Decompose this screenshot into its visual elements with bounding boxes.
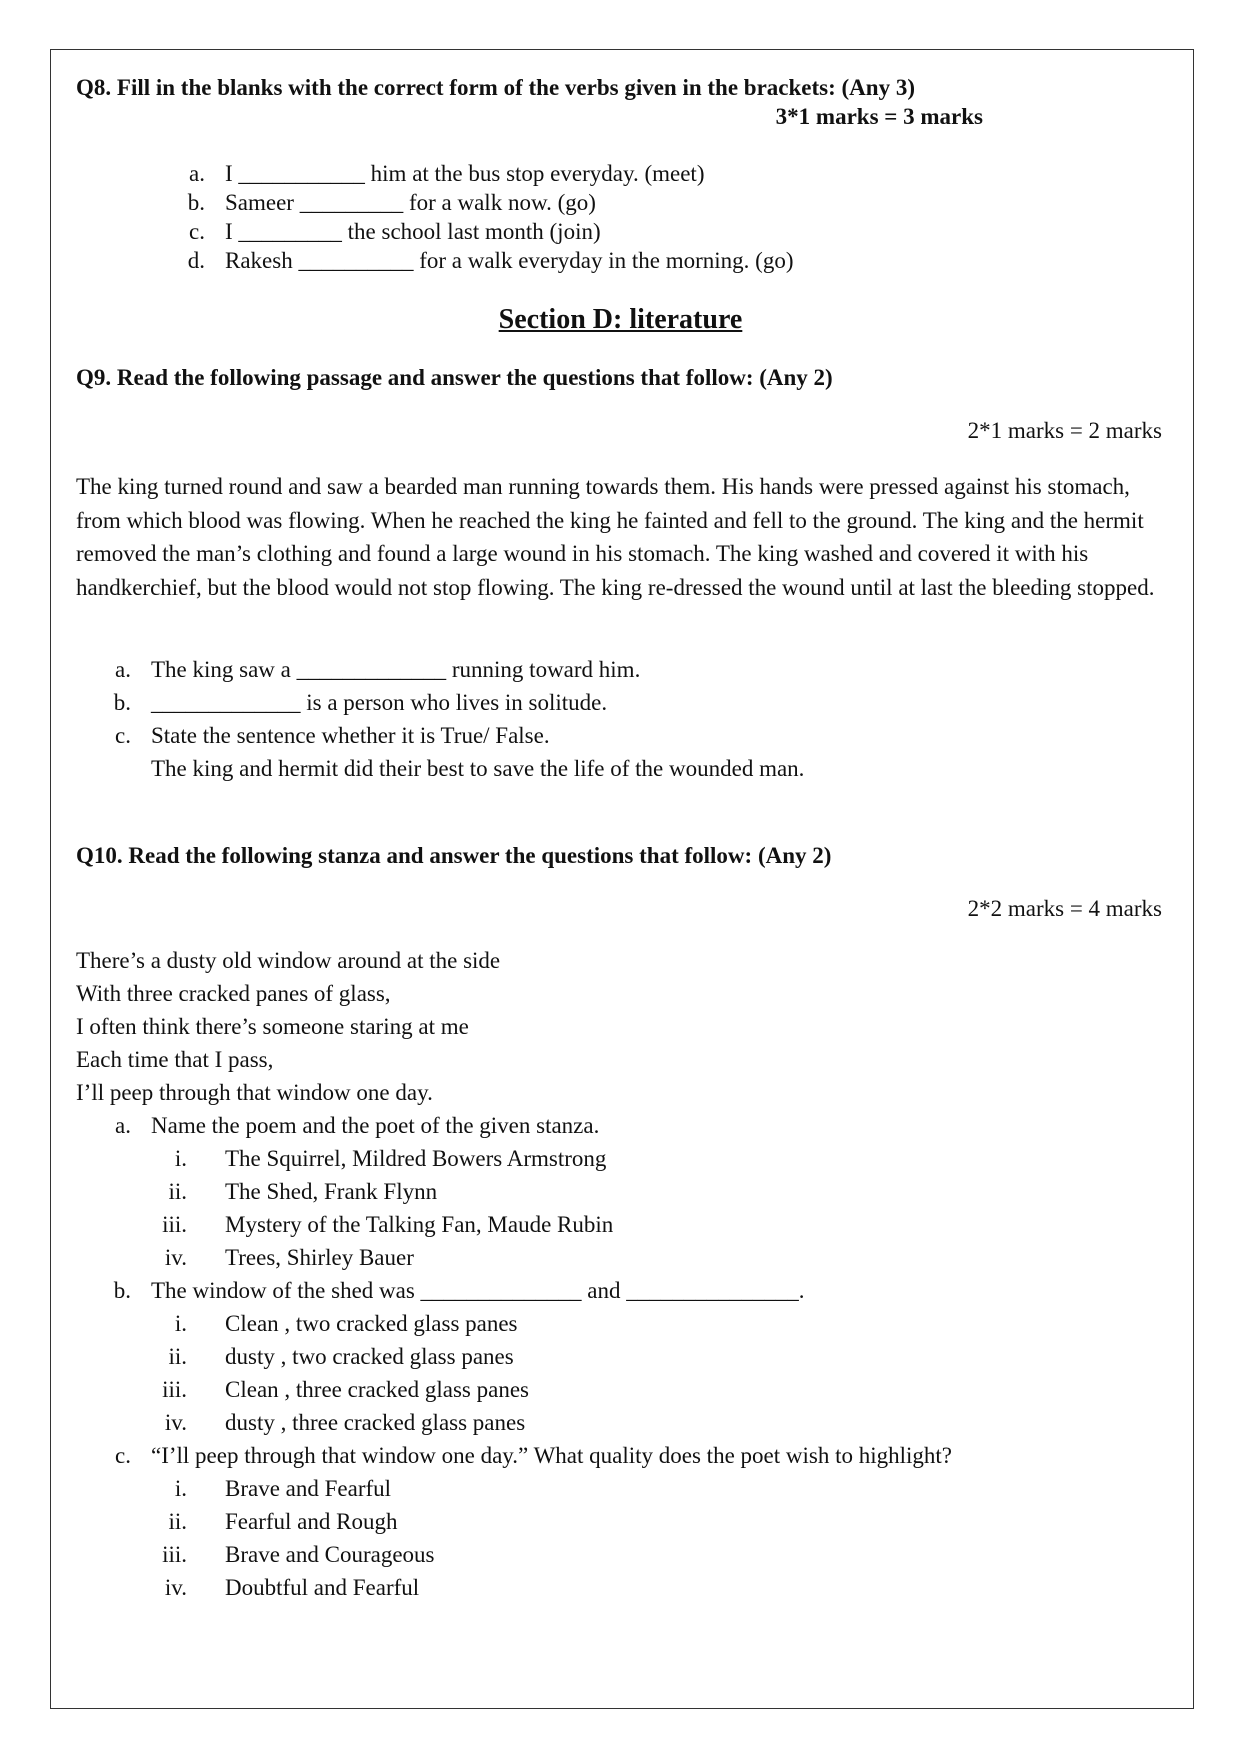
option-label: ii. (168, 1509, 187, 1534)
option-label: iii. (162, 1212, 187, 1237)
stanza-line: I often think there’s someone staring at me (76, 1014, 469, 1039)
option-text: Clean , two cracked glass panes (225, 1311, 518, 1336)
q8-item-label: b. (187, 190, 205, 215)
option-text: The Squirrel, Mildred Bowers Armstrong (225, 1146, 607, 1171)
q8-item-text: I ___________ him at the bus stop everyday. (meet) (225, 161, 705, 186)
q8-title: Q8. Fill in the blanks with the correct form of the verbs given in the brackets: (Any 3) (76, 75, 915, 100)
q10-title: Q10. Read the following stanza and answer the questions that follow: (Any 2) (76, 843, 832, 868)
q9-title: Q9. Read the following passage and answer the questions that follow: (Any 2) (76, 365, 833, 390)
option-text: Fearful and Rough (225, 1509, 398, 1534)
q8-item-text: I _________ the school last month (join) (225, 219, 601, 244)
option-label: ii. (168, 1344, 187, 1369)
option-text: Brave and Fearful (225, 1476, 392, 1501)
q10-question-text: The window of the shed was ______________ and _______________. (151, 1278, 805, 1303)
q10-marks: 2*2 marks = 4 marks (967, 896, 1162, 921)
q9-item-text: The king saw a _____________ running toward him. (151, 657, 641, 682)
stanza-line: Each time that I pass, (76, 1047, 274, 1072)
q9-marks: 2*1 marks = 2 marks (967, 418, 1162, 443)
section-d-title: Section D: literature (498, 304, 743, 335)
option-text: The Shed, Frank Flynn (225, 1179, 438, 1204)
option-text: Trees, Shirley Bauer (225, 1245, 414, 1270)
q9-item-text: State the sentence whether it is True/ False. (151, 723, 550, 748)
option-label: i. (174, 1476, 187, 1501)
q8-item-text: Rakesh __________ for a walk everyday in the morning. (go) (225, 248, 794, 273)
option-label: iv. (164, 1575, 187, 1600)
option-label: i. (174, 1146, 187, 1171)
option-text: Doubtful and Fearful (225, 1575, 420, 1600)
q8-item-label: c. (189, 219, 205, 244)
option-label: iii. (162, 1542, 187, 1567)
option-label: i. (174, 1311, 187, 1336)
q10-question-text: Name the poem and the poet of the given stanza. (151, 1113, 600, 1138)
q9-passage-text: The king turned round and saw a bearded man running towards them. His hands were pressed against his stomach, from which blood was flowing. When he reached the king he fainted and fell to the ground. The king and the hermit removed the man’s clothing and found a large wound in his stomach. The king washed and covered it with his handkerchief, but the blood would not stop flowing. The king re-dressed the wound until at last the bleeding stopped. (76, 474, 1155, 600)
option-text: dusty , two cracked glass panes (225, 1344, 514, 1369)
q9-item-label: b. (113, 690, 131, 715)
option-text: Clean , three cracked glass panes (225, 1377, 529, 1402)
option-text: Mystery of the Talking Fan, Maude Rubin (225, 1212, 614, 1237)
option-label: ii. (168, 1179, 187, 1204)
option-label: iv. (164, 1410, 187, 1435)
q10-question-label: c. (115, 1443, 131, 1468)
q8-item-label: a. (189, 161, 205, 186)
q10-question-text: “I’ll peep through that window one day.” What quality does the poet wish to highlight? (151, 1443, 952, 1468)
q8-item-label: d. (187, 248, 205, 273)
q8-marks: 3*1 marks = 3 marks (775, 104, 983, 129)
q9-item-text: _____________ is a person who lives in solitude. (151, 690, 608, 715)
q10-question-label: b. (113, 1278, 131, 1303)
option-text: Brave and Courageous (225, 1542, 435, 1567)
q9-item-label: c. (115, 723, 131, 748)
option-text: dusty , three cracked glass panes (225, 1410, 526, 1435)
q9-item-label: a. (115, 657, 131, 682)
option-label: iv. (164, 1245, 187, 1270)
q9-item-c-continuation: The king and hermit did their best to save the life of the wounded man. (151, 756, 805, 781)
q10-question-label: a. (115, 1113, 131, 1138)
stanza-line: I’ll peep through that window one day. (76, 1080, 433, 1105)
q8-item-text: Sameer _________ for a walk now. (go) (225, 190, 596, 215)
stanza-line: With three cracked panes of glass, (76, 981, 391, 1006)
q9-passage (76, 470, 1176, 604)
option-label: iii. (162, 1377, 187, 1402)
stanza-line: There’s a dusty old window around at the side (76, 948, 501, 973)
section-d-heading (0, 304, 1241, 336)
